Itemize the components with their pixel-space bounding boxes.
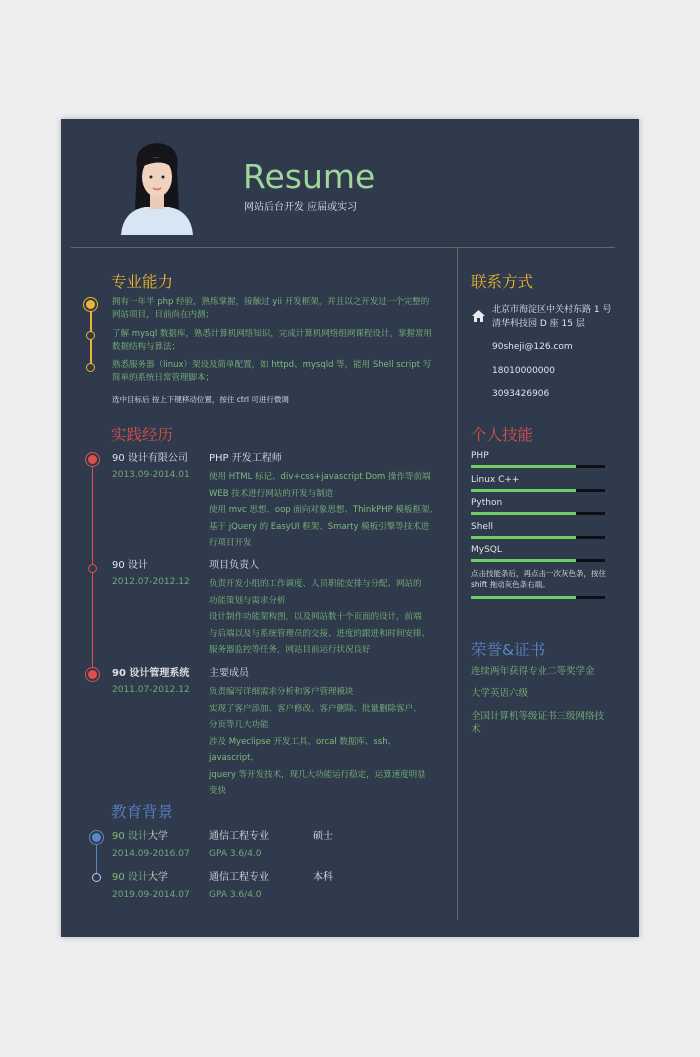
desc-line: 使用 HTML 标记、div+css+javascript Dom 操作等前端 (209, 472, 431, 482)
gpa: GPA 3.6/4.0 (209, 890, 262, 900)
skill-bar[interactable] (471, 559, 605, 562)
skill-bar[interactable] (471, 489, 605, 492)
degree: 硕士 (313, 831, 333, 842)
timeline-dot-icon (86, 300, 95, 309)
desc-line: 涉及 Myeclipse 开发工具、orcal 数据库、ssh、javascript、 (209, 736, 397, 763)
skill-item: 拥有一年半 php 经验，熟练掌握，接触过 yii 开发框架，并且以之开发过一个完整的网站项目，目前尚在内测； (112, 297, 430, 320)
experience-date: 2013.09-2014.01 (112, 470, 190, 480)
desc-line: 使用 mvc 思想、oop 面向对象思想、ThinkPHP 模板框架、 (209, 505, 438, 515)
resume-card (61, 119, 639, 937)
school-suffix: 大学 (147, 872, 168, 883)
experience-desc (209, 684, 439, 800)
avatar (119, 139, 195, 235)
job-role: 主要成员 (209, 668, 249, 679)
hint-line: 点击技能条后，再点击一次灰色条，按住 (471, 569, 606, 578)
skill-bar[interactable] (471, 512, 605, 515)
job-role: PHP 开发工程师 (209, 453, 282, 464)
desc-line: 功能策划与需求分析 (209, 595, 286, 606)
editing-note: 选中目标后 按上下键移动位置，按住 ctrl 可进行微调 (112, 395, 289, 404)
desc-line: 设计制作功能架构图，以及网站数十个页面的设计，前端 (209, 612, 422, 622)
major: 通信工程专业 (209, 872, 269, 883)
timeline-dot-icon (88, 455, 97, 464)
education-section-title: 教育背景 (111, 803, 174, 821)
skill-name: PHP (471, 451, 489, 461)
contact-section-title: 联系方式 (471, 273, 534, 291)
column-divider (457, 248, 458, 920)
desc-line: 负责开发小组的工作调度、人员职能安排与分配、网站的 (209, 579, 422, 589)
resume-title: Resume (243, 157, 376, 196)
company-name: 90 设计管理系统 (112, 668, 190, 679)
job-subtitle: 网站后台开发 应届或实习 (244, 202, 358, 213)
timeline-dot-icon (92, 873, 101, 882)
skill-bar-fill (471, 559, 576, 562)
contact-email: 90sheji@126.com (492, 342, 573, 352)
honors-section-title: 荣誉&证书 (471, 641, 546, 659)
school-suffix: 大学 (147, 831, 168, 842)
timeline-dot-icon (92, 833, 101, 842)
timeline-dot-icon (88, 670, 97, 679)
skill-bar-fill (471, 536, 576, 539)
experience-desc (209, 576, 439, 659)
desc-line: 行项目开发 (209, 538, 252, 548)
skill-bar-fill (471, 596, 576, 599)
education-date: 2014.09-2016.07 (112, 849, 190, 859)
school-name (112, 830, 168, 844)
contact-qq: 3093426906 (492, 389, 550, 399)
desc-line: 变快 (209, 786, 227, 796)
experience-section-title: 实践经历 (111, 426, 174, 444)
company-name: 90 设计 (112, 560, 148, 571)
skill-bar[interactable] (471, 465, 605, 468)
desc-line: jquery 等开发技术，现几大功能运行稳定，运算速度明显 (209, 769, 426, 780)
desc-line: WEB 技术进行网站的开发与制造 (209, 488, 334, 499)
degree: 本科 (313, 872, 333, 883)
honor-line: 全国计算机等级证书三级网络技 (471, 711, 605, 722)
school-prefix: 90 设计 (112, 872, 148, 883)
skill-name: MySQL (471, 545, 502, 555)
header-divider (71, 247, 615, 248)
address-line: 清华科技园 D 座 15 层 (492, 319, 585, 329)
desc-line: 基于 jQuery 的 EasyUI 框架、Smarty 模板引擎等技术进 (209, 521, 430, 532)
desc-line: 负责编写详细需求分析和客户管理模块 (209, 687, 354, 697)
personal-skills-title: 个人技能 (471, 426, 534, 444)
timeline-dot-icon (86, 363, 95, 372)
job-role: 项目负责人 (209, 560, 259, 571)
contact-address (492, 303, 611, 331)
skill-bar[interactable] (471, 596, 605, 599)
school-prefix: 90 设计 (112, 831, 148, 842)
timeline-dot-icon (86, 331, 95, 340)
skill-item: 熟悉服务器（linux）架设及简单配置，如 httpd、mysqld 等，能用 Shell script 写简单的系统日常管理脚本； (112, 360, 432, 383)
honor-line: 术 (471, 724, 481, 735)
desc-line: 分页等几大功能 (209, 720, 269, 730)
timeline-dot-icon (88, 564, 97, 573)
education-timeline (96, 841, 97, 877)
experience-desc (209, 469, 439, 552)
skill-bar-fill (471, 465, 576, 468)
honor-item: 连续两年获得专业二等奖学金 (471, 666, 595, 677)
address-line: 北京市海淀区中关村东路 1 号 (492, 305, 612, 315)
skills-hint (471, 568, 606, 590)
honor-item: 大学英语六级 (471, 688, 529, 699)
skill-name: Python (471, 498, 503, 508)
skill-item: 了解 mysql 数据库，熟悉计算机网络知识，完成计算机网络组网课程设计。掌握常用数据结构与算法； (112, 329, 432, 352)
skill-name: Linux C++ (471, 474, 520, 485)
contact-phone: 18010000000 (492, 366, 555, 376)
education-date: 2019.09-2014.07 (112, 890, 190, 900)
desc-line: 服务器监控等任务，网站目前运行状况良好 (209, 645, 371, 655)
experience-date: 2012.07-2012.12 (112, 577, 190, 587)
skill-bar[interactable] (471, 536, 605, 539)
skill-bar-fill (471, 489, 576, 492)
desc-line: 与后端以及与系统管理员的交接、进度的跟进和时间安排、 (209, 628, 431, 639)
honor-item (471, 710, 604, 736)
school-name (112, 871, 168, 885)
company-name: 90 设计有限公司 (112, 453, 188, 464)
experience-date: 2011.07-2012.12 (112, 685, 190, 695)
skill-bar-fill (471, 512, 576, 515)
major: 通信工程专业 (209, 831, 269, 842)
gpa: GPA 3.6/4.0 (209, 849, 262, 859)
avatar-photo (119, 139, 195, 235)
skills-section-title: 专业能力 (111, 273, 174, 291)
desc-line: 实现了客户添加、客户修改、客户删除、批量删除客户、 (209, 703, 422, 714)
hint-line: shift 拖动灰色条右端。 (471, 580, 550, 589)
skill-name: Shell (471, 521, 493, 532)
home-icon (471, 308, 486, 327)
